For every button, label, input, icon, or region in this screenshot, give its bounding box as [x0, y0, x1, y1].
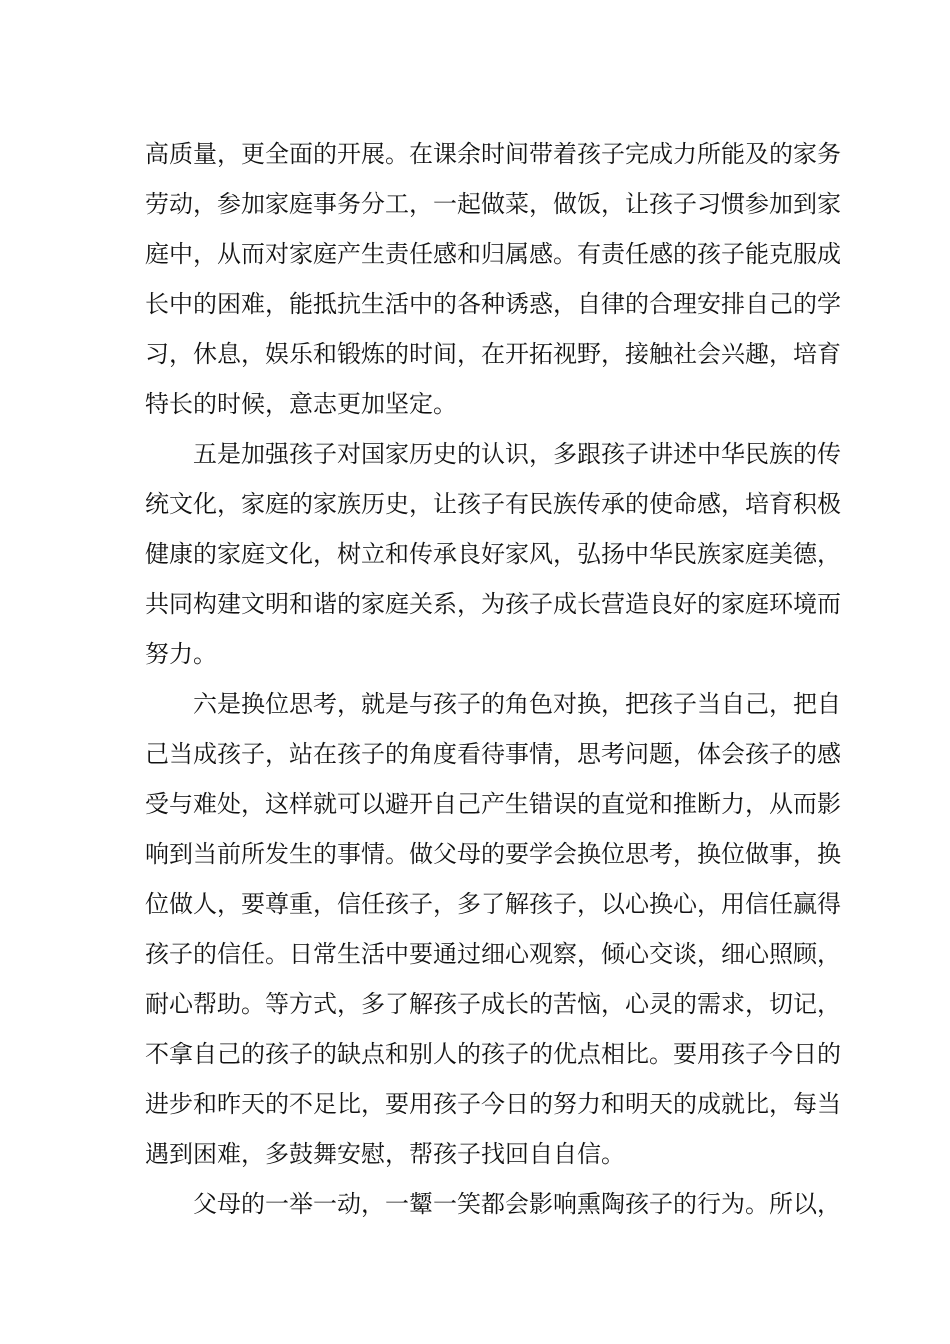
- text-line: 长中的困难，能抵抗生活中的各种诱惑，自律的合理安排自己的学: [145, 290, 841, 318]
- paragraph-end-line: 遇到困难，多鼓舞安慰，帮孩子找回自自信。: [145, 1140, 625, 1168]
- paragraph-end-line: 特长的时候，意志更加坚定。: [145, 390, 457, 418]
- text-line: 健康的家庭文化，树立和传承良好家风，弘扬中华民族家庭美德，: [145, 540, 841, 568]
- text-line: 孩子的信任。日常生活中要通过细心观察，倾心交谈，细心照顾，: [145, 940, 841, 968]
- text-line: 习，休息，娱乐和锻炼的时间，在开拓视野，接触社会兴趣，培育: [145, 340, 841, 368]
- text-line: 统文化，家庭的家族历史，让孩子有民族传承的使命感，培育积极: [145, 490, 841, 518]
- text-line: 共同构建文明和谐的家庭关系，为孩子成长营造良好的家庭环境而: [145, 590, 841, 618]
- paragraph-first-line: 父母的一举一动，一颦一笑都会影响熏陶孩子的行为。所以，: [193, 1190, 841, 1218]
- text-line: 响到当前所发生的事情。做父母的要学会换位思考，换位做事，换: [145, 840, 841, 868]
- text-line: 劳动，参加家庭事务分工，一起做菜，做饭，让孩子习惯参加到家: [145, 190, 841, 218]
- paragraph-first-line: 六是换位思考，就是与孩子的角色对换，把孩子当自己，把自: [193, 690, 841, 718]
- paragraph-first-line: 五是加强孩子对国家历史的认识，多跟孩子讲述中华民族的传: [193, 440, 841, 468]
- text-line: 受与难处，这样就可以避开自己产生错误的直觉和推断力，从而影: [145, 790, 841, 818]
- paragraph-end-line: 努力。: [145, 640, 217, 668]
- text-line: 位做人，要尊重，信任孩子，多了解孩子，以心换心，用信任赢得: [145, 890, 841, 918]
- text-line: 己当成孩子，站在孩子的角度看待事情，思考问题，体会孩子的感: [145, 740, 841, 768]
- text-line: 庭中，从而对家庭产生责任感和归属感。有责任感的孩子能克服成: [145, 240, 841, 268]
- text-line: 进步和昨天的不足比，要用孩子今日的努力和明天的成就比，每当: [145, 1090, 841, 1118]
- text-line: 不拿自己的孩子的缺点和别人的孩子的优点相比。要用孩子今日的: [145, 1040, 841, 1068]
- text-line: 高质量，更全面的开展。在课余时间带着孩子完成力所能及的家务: [145, 140, 841, 168]
- text-line: 耐心帮助。等方式，多了解孩子成长的苦恼，心灵的需求，切记，: [145, 990, 841, 1018]
